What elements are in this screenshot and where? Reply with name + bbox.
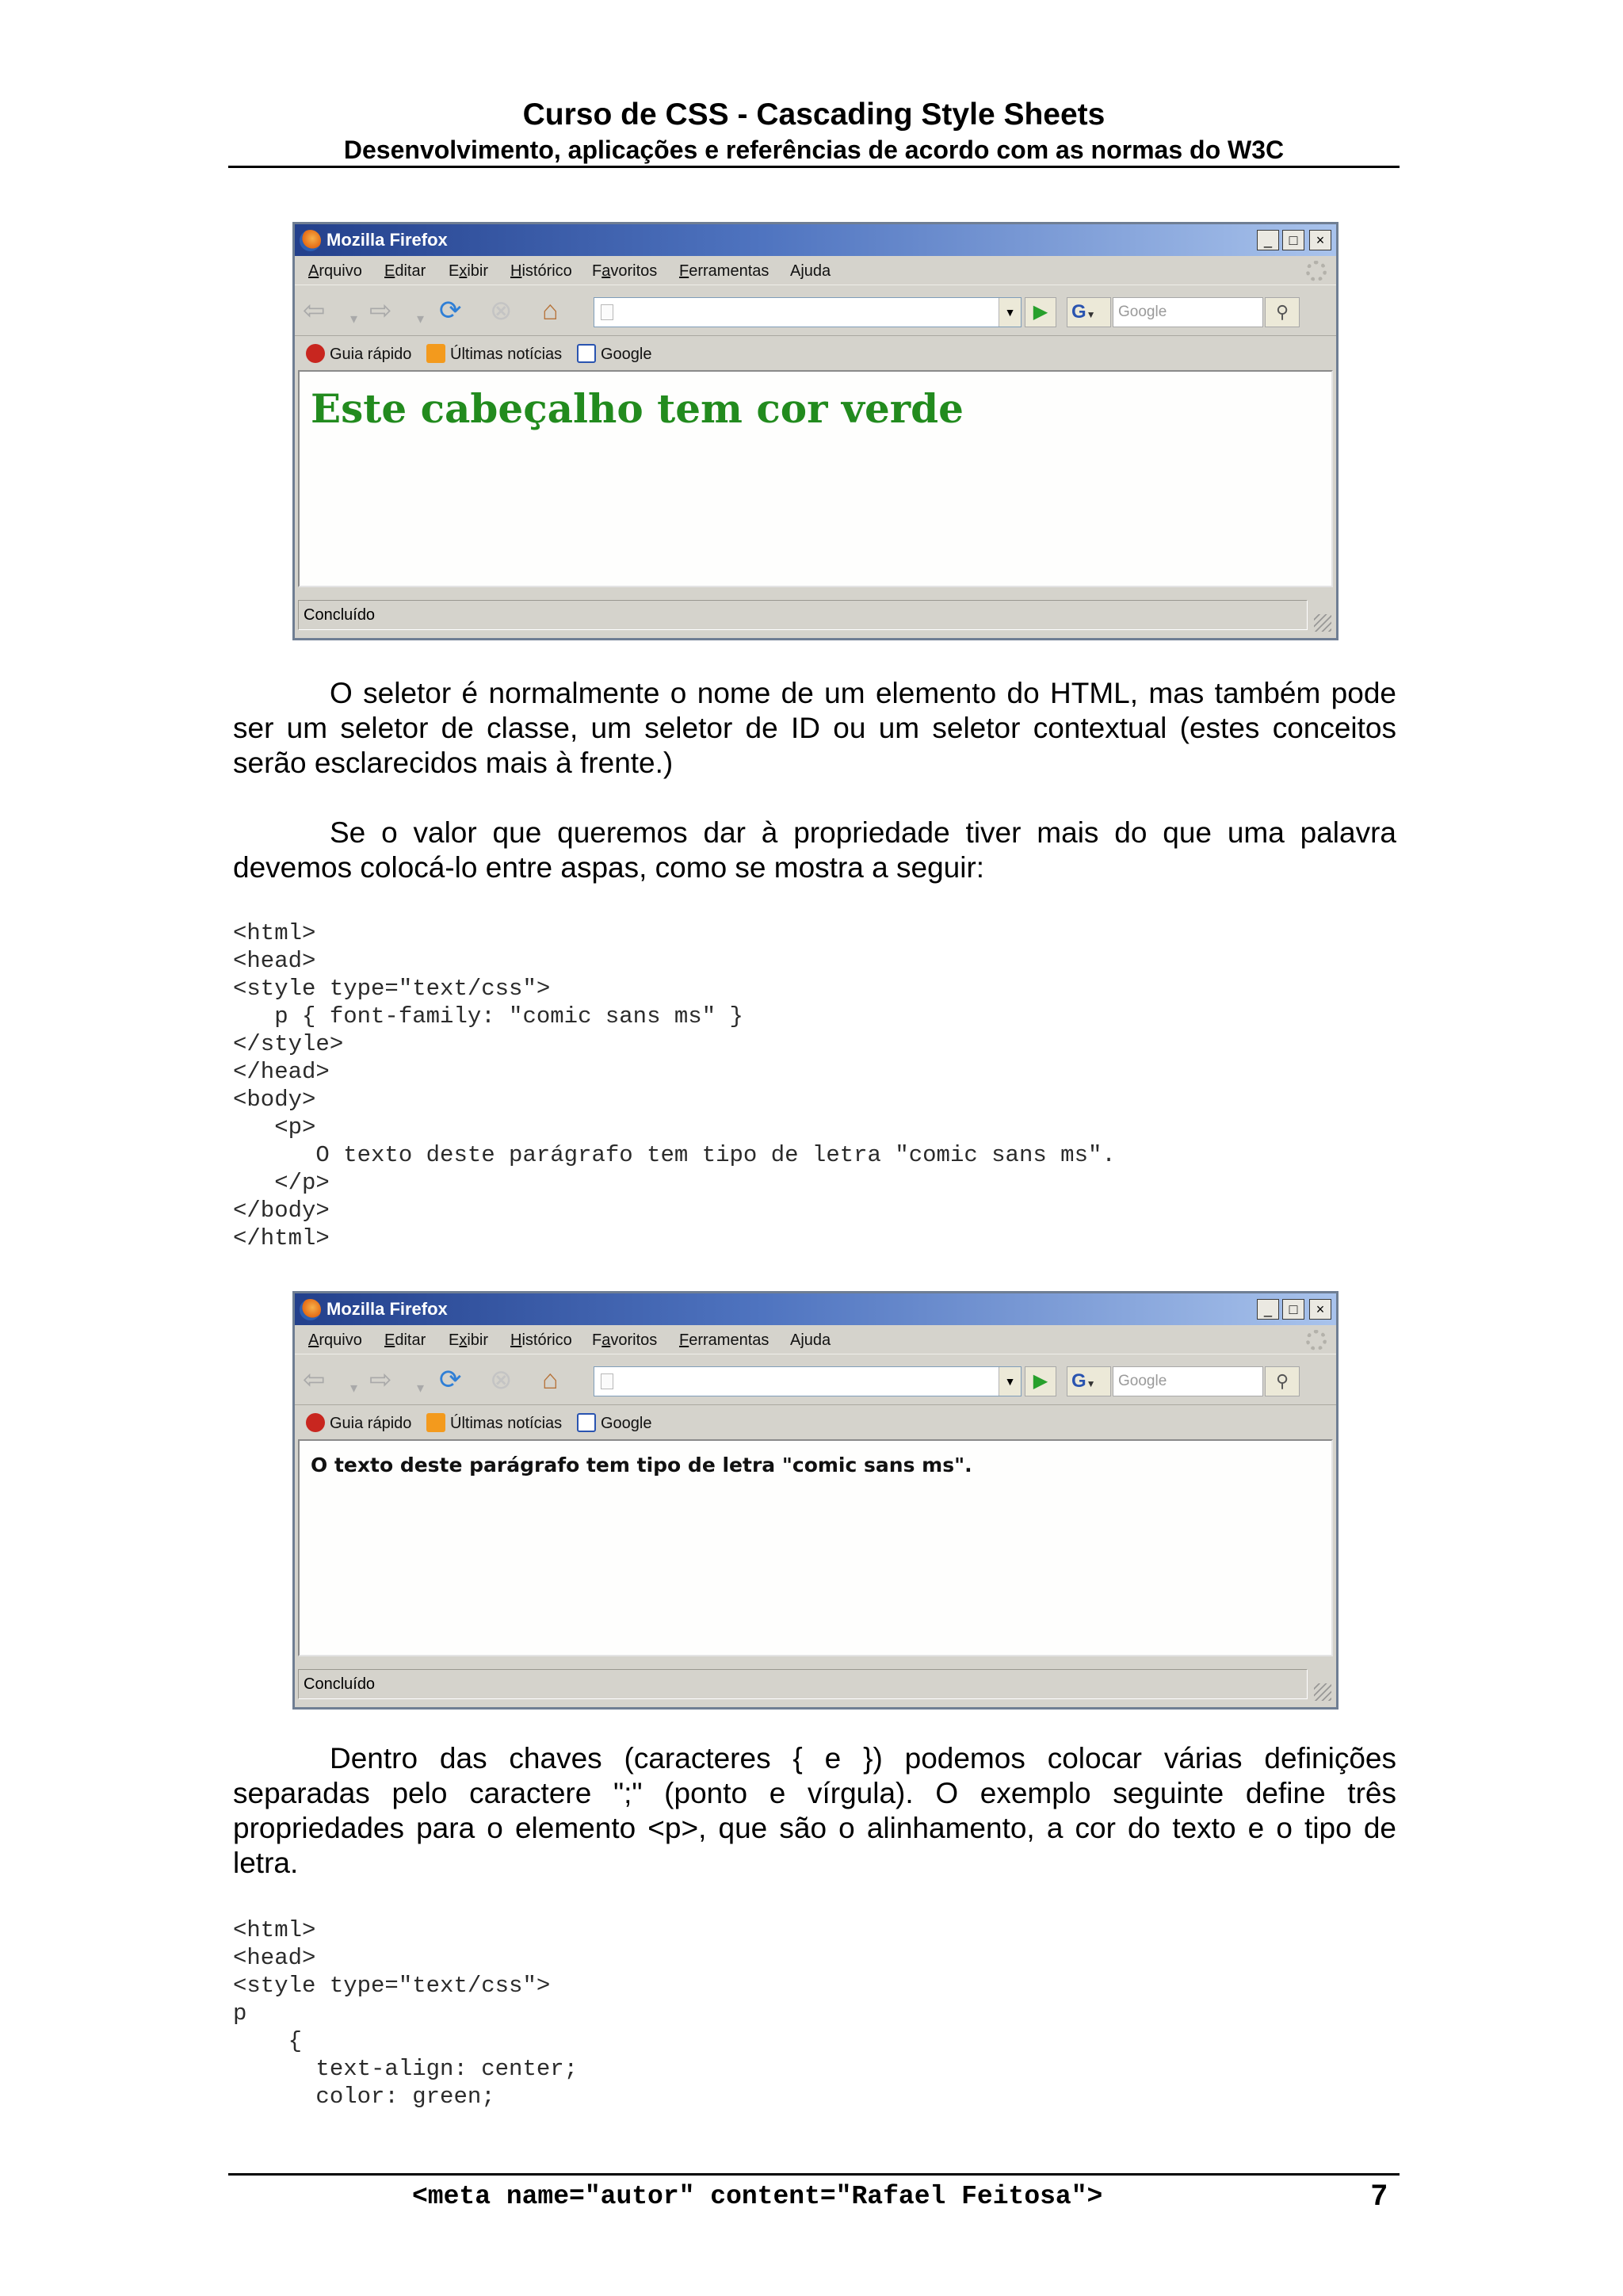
go-icon[interactable]: ▶ (1025, 297, 1056, 327)
document-subtitle: Desenvolvimento, aplicações e referências de acordo com as normas do W3C (343, 136, 1285, 164)
forward-history-dropdown-icon[interactable]: ▾ (417, 1380, 425, 1396)
close-button[interactable]: × (1309, 1299, 1331, 1320)
firefox-logo-icon (300, 1299, 321, 1320)
bookmark-ultimas-noticias[interactable]: Últimas notícias (426, 344, 562, 364)
back-history-dropdown-icon[interactable]: ▾ (350, 1380, 358, 1396)
reload-icon[interactable]: ⟳ (439, 296, 462, 326)
page-number: 7 (1371, 2179, 1388, 2211)
document-title: Curso de CSS - Cascading Style Sheets (522, 97, 1106, 132)
bookmarks-toolbar (295, 335, 1336, 370)
google-icon[interactable]: G▼ (1067, 1366, 1111, 1396)
menu-ferramentas[interactable]: Ferramentas (679, 262, 769, 280)
menu-editar[interactable]: Editar (384, 1331, 426, 1349)
home-icon[interactable]: ⌂ (542, 296, 559, 326)
go-icon[interactable]: ▶ (1025, 1366, 1056, 1396)
url-dropdown-icon[interactable]: ▼ (999, 1367, 1021, 1396)
menu-bar (295, 256, 1336, 285)
status-bar (295, 589, 1336, 638)
minimize-button[interactable]: _ (1257, 230, 1279, 250)
menu-arquivo[interactable]: Arquivo (308, 1331, 362, 1349)
resize-grip-icon[interactable] (1314, 614, 1331, 632)
back-history-dropdown-icon[interactable]: ▾ (350, 311, 358, 327)
close-button[interactable]: × (1309, 230, 1331, 250)
header-divider (228, 166, 1400, 168)
title-bar (295, 224, 1336, 256)
paragraph-valor: Se o valor que queremos dar à propriedade tiver mais do que uma palavra devemos colocá-lo entre aspas, como se mostra a seguir: (233, 816, 1396, 884)
bookmark-guia-rapido[interactable]: Guia rápido (306, 344, 411, 364)
menu-bar (295, 1325, 1336, 1354)
menu-editar[interactable]: Editar (384, 262, 426, 280)
browser-window-2 (292, 1291, 1338, 1710)
search-input[interactable]: Google (1113, 1366, 1263, 1396)
forward-arrow-icon[interactable]: ⇨ (369, 1365, 392, 1395)
code-example-2: <html> <head> <style type="text/css"> p { text-align: center; color: green; (233, 1917, 579, 2110)
bookmark-guia-rapido[interactable]: Guia rápido (306, 1413, 411, 1433)
menu-historico[interactable]: Histórico (510, 1331, 572, 1349)
menu-favoritos[interactable]: Favoritos (592, 1331, 658, 1349)
menu-exibir[interactable]: Exibir (449, 1331, 489, 1349)
bookmark-google[interactable]: Google (577, 344, 652, 364)
minimize-button[interactable]: _ (1257, 1299, 1279, 1320)
stop-icon[interactable]: ⊗ (490, 1365, 513, 1395)
status-text: Concluído (298, 600, 1308, 630)
paragraph-chaves: Dentro das chaves (caracteres { e }) podemos colocar várias definições separadas pelo caractere ";" (ponto e vírgula). O exemplo seguinte define três propriedades para o elemento <p>, que são o alinhamento, a cor do texto e o tipo de letra. (233, 1742, 1396, 1879)
back-arrow-icon[interactable]: ⇦ (303, 1365, 326, 1395)
window-title: Mozilla Firefox (327, 230, 448, 250)
rss-feed-icon (426, 344, 445, 363)
reload-icon[interactable]: ⟳ (439, 1365, 462, 1395)
paragraph-seletor: O seletor é normalmente o nome de um elemento do HTML, mas também pode ser um seletor de classe, um seletor de ID ou um seletor contextual (estes conceitos serão esclarecidos mais à frente.) (233, 677, 1396, 779)
page-header (228, 97, 1400, 166)
home-icon[interactable]: ⌂ (542, 1365, 559, 1395)
menu-historico[interactable]: Histórico (510, 262, 572, 280)
menu-ferramentas[interactable]: Ferramentas (679, 1331, 769, 1349)
stop-icon[interactable]: ⊗ (490, 296, 513, 326)
throbber-icon (1306, 1330, 1327, 1350)
window-title: Mozilla Firefox (327, 1299, 448, 1319)
google-icon[interactable]: G▼ (1067, 297, 1111, 327)
bookmark-ultimas-noticias[interactable]: Últimas notícias (426, 1413, 562, 1433)
comic-paragraph: O texto deste parágrafo tem tipo de letra "comic sans ms". (311, 1454, 972, 1477)
menu-ajuda[interactable]: Ajuda (790, 262, 831, 280)
menu-favoritos[interactable]: Favoritos (592, 262, 658, 280)
google-bookmark-icon (577, 344, 596, 363)
page-icon (601, 304, 613, 320)
navigation-toolbar (295, 1354, 1336, 1404)
browser-window-1 (292, 222, 1338, 640)
rss-feed-icon (426, 1413, 445, 1432)
navigation-toolbar (295, 285, 1336, 335)
firefox-logo-icon (300, 230, 321, 251)
footer-divider (228, 2173, 1400, 2176)
footer-meta-text: <meta name="autor" content="Rafael Feitosa"> (412, 2182, 1103, 2211)
guia-rapido-icon (306, 1413, 325, 1432)
code-example-1: <html> <head> <style type="text/css"> p { font-family: "comic sans ms" } </style> </head> <body> <p> O texto deste parágrafo tem tipo de letra "comic sans ms". </p> </body> </html> (233, 920, 1116, 1251)
forward-arrow-icon[interactable]: ⇨ (369, 296, 392, 326)
menu-ajuda[interactable]: Ajuda (790, 1331, 831, 1349)
bookmarks-toolbar (295, 1404, 1336, 1439)
url-input[interactable] (594, 297, 1022, 327)
page-icon (601, 1373, 613, 1389)
page-content-area (298, 1439, 1333, 1656)
menu-exibir[interactable]: Exibir (449, 262, 489, 280)
throbber-icon (1306, 261, 1327, 281)
url-dropdown-icon[interactable]: ▼ (999, 298, 1021, 327)
resize-grip-icon[interactable] (1314, 1683, 1331, 1701)
guia-rapido-icon (306, 344, 325, 363)
back-arrow-icon[interactable]: ⇦ (303, 296, 326, 326)
title-bar (295, 1293, 1336, 1325)
page-content-area (298, 370, 1333, 587)
bookmark-google[interactable]: Google (577, 1413, 652, 1433)
search-icon[interactable]: ⚲ (1265, 1366, 1300, 1396)
status-bar (295, 1658, 1336, 1707)
search-icon[interactable]: ⚲ (1265, 297, 1300, 327)
url-input[interactable] (594, 1366, 1022, 1396)
forward-history-dropdown-icon[interactable]: ▾ (417, 311, 425, 327)
google-bookmark-icon (577, 1413, 596, 1432)
search-input[interactable]: Google (1113, 297, 1263, 327)
status-text: Concluído (298, 1669, 1308, 1699)
menu-arquivo[interactable]: Arquivo (308, 262, 362, 280)
maximize-button[interactable]: □ (1282, 1299, 1304, 1320)
green-heading: Este cabeçalho tem cor verde (311, 385, 964, 432)
maximize-button[interactable]: □ (1282, 230, 1304, 250)
